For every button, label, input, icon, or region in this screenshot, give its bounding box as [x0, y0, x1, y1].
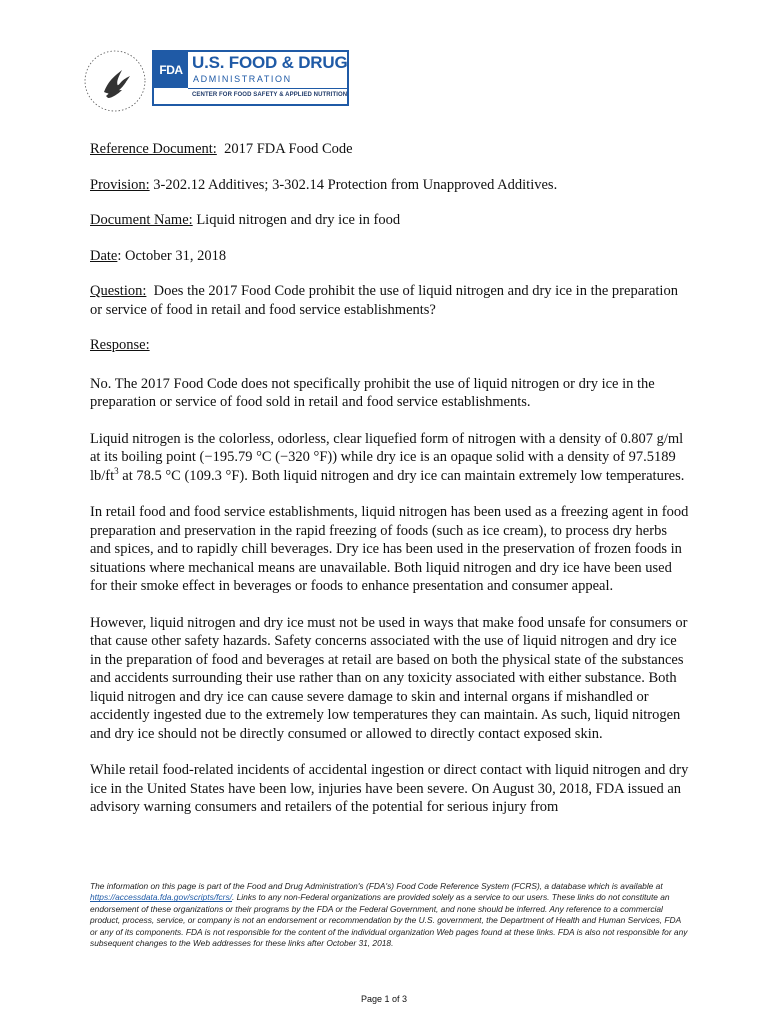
page-number: Page 1 of 3 [360, 994, 408, 1004]
reference-value: 2017 FDA Food Code [224, 141, 353, 157]
fcrs-link[interactable]: https://accessdata.fda.gov/scripts/fcrs/ [90, 892, 232, 903]
paragraph-2-a: Liquid nitrogen is the colorless, odorless, clear liquefied form of nitrogen with a density of 0.807 g/ml at its boiling point (−195.79 °C (−320 °F)) while dry ice is an opaque solid with a density of 97.5189 lb/ft [90, 430, 684, 484]
paragraph-5: While retail food-related incidents of accidental ingestion or direct contact with liquid nitrogen and dry ice in the United States have been low, injuries have been severe. On August 30, 2018, FDA issued an advisory warning consumers and retailers of the potential for serious injury from [90, 762, 689, 815]
paragraph-2 [90, 430, 690, 486]
document-body [90, 140, 690, 835]
question-line [90, 282, 690, 319]
paragraph-3: In retail food and food service establishments, liquid nitrogen has been used as a freezing agent in food preparation and preservation in the rapid freezing of foods (such as ice cream), to process dry herbs and spices, and to rapidly chill beverages. Dry ice has been used in the preservation of frozen foods in situations where mechanical means are unavailable. Both liquid nitrogen and dry ice have been used for their smoke effect in beverages or foods to enhance presentation and consumer appeal. [90, 504, 689, 594]
provision-value: 3-202.12 Additives; 3-302.14 Protection from Unapproved Additives. [153, 176, 558, 193]
footer-disclaimer [90, 881, 690, 949]
paragraph-1: No. The 2017 Food Code does not specifically prohibit the use of liquid nitrogen or dry ice in the preparation or service of food sold in retail and food service establishments. [90, 375, 655, 410]
question-label: Question: [90, 283, 147, 299]
date-label: Date [90, 247, 118, 264]
date-line [90, 247, 690, 266]
provision-line [90, 176, 690, 195]
fda-logo-center: CENTER FOR FOOD SAFETY & APPLIED NUTRITION [192, 92, 348, 98]
fda-logo-divider [188, 88, 347, 89]
reference-label: Reference Document: [90, 141, 217, 157]
reference-line [90, 140, 690, 159]
docname-line [90, 211, 690, 230]
hhs-eagle-seal-icon [82, 48, 148, 114]
fda-logo-subtitle: ADMINISTRATION [193, 74, 292, 84]
question-value: Does the 2017 Food Code prohibit the use of liquid nitrogen and dry ice in the preparation or service of food in retail and food service establishments? [90, 283, 678, 318]
docname-label: Document Name: [90, 212, 193, 228]
response-label: Response: [90, 337, 150, 353]
docname-value: Liquid nitrogen and dry ice in food [196, 212, 401, 228]
paragraph-2-sup: 3 [114, 465, 119, 476]
fda-logo-title: U.S. FOOD & DRUG [192, 53, 348, 72]
paragraph-4: However, liquid nitrogen and dry ice must not be used in ways that make food unsafe for consumers or that cause other safety hazards. Safety concerns associated with the use of liquid nitrogen and dry ice in the preparation of food and beverages at retail are based on both the physical state of the substances and accidents surrounding their use rather than on any toxicity associated with either substance. Both liquid nitrogen and dry ice can cause severe damage to skin and internal organs if mishandled or accidently ingested due to the extremely low temperatures they can maintain. As such, liquid nitrogen and dry ice should not be directly consumed or allowed to directly contact exposed skin. [90, 614, 688, 742]
date-value: : October 31, 2018 [117, 247, 227, 264]
fda-badge: FDA [154, 52, 188, 88]
fda-logo [152, 50, 349, 106]
provision-label: Provision: [90, 176, 150, 193]
response-line [90, 336, 690, 355]
paragraph-2-b: at 78.5 °C (109.3 °F). Both liquid nitrogen and dry ice can maintain extremely low temperatures. [118, 467, 685, 484]
footer-text-a: The information on this page is part of the Food and Drug Administration's (FDA's) Food Code Reference System (FCRS), a database which is available at [90, 881, 663, 891]
footer-text-b: . Links to any non-Federal organizations are provided solely as a service to our users. These links do not constitute an endorsement of these organizations or their programs by the FDA or the Federal Government, and none should be inferred. Any reference to a commercial product, process, service, or company is not an endorsement or recommendation by the U.S. government, the Department of Health and Human Services, FDA or any of its components. FDA is not responsible for the content of the individual organization Web pages found at these links. FDA is also not responsible for any subsequent changes to the Web addresses for these links after October 31, 2018. [90, 892, 688, 949]
